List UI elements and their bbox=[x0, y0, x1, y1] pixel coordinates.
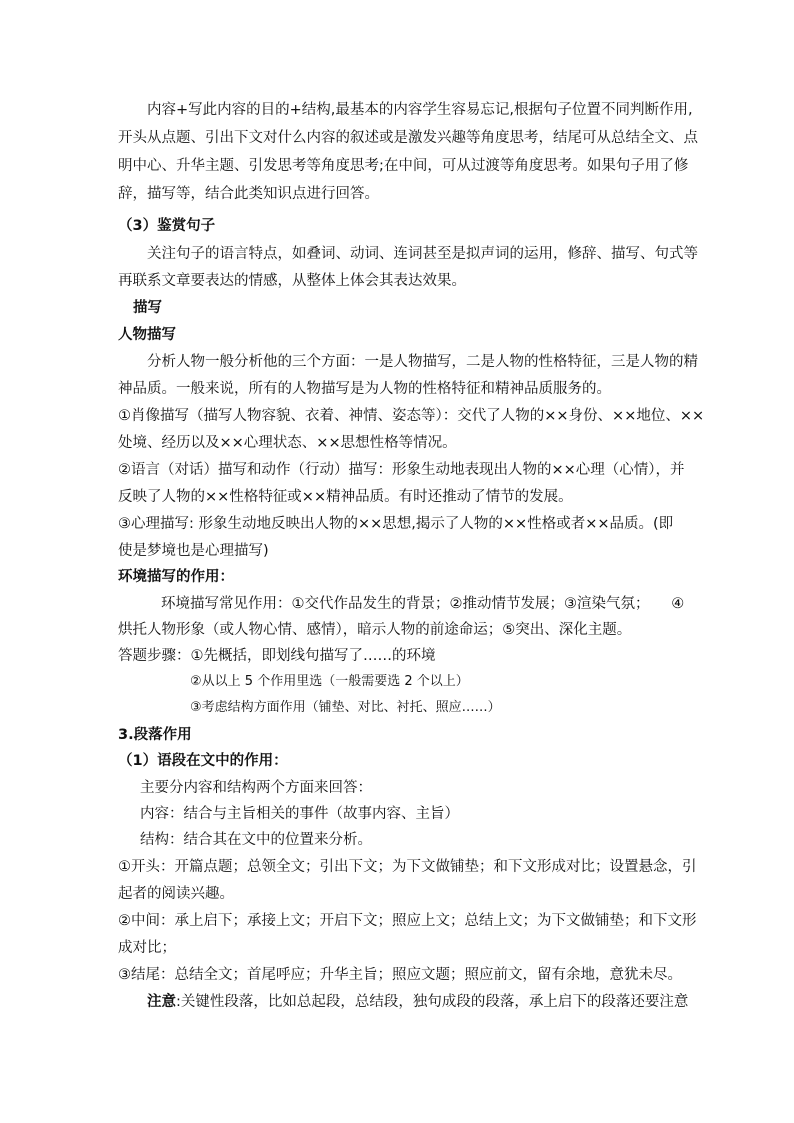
section-heading: 环境描写的作用： bbox=[118, 569, 234, 585]
text-line: ②从以上 5 个作用里选（一般需要选 2 个以上） bbox=[190, 674, 469, 689]
text-line: 分析人物一般分析他的三个方面：一是人物描写，二是人物的性格特征，三是人物的精 bbox=[147, 354, 698, 370]
text-line: 起者的阅读兴趣。 bbox=[118, 886, 234, 902]
text-line: ③考虑结构方面作用（铺垫、对比、衬托、照应……） bbox=[190, 700, 501, 715]
section-heading: 3.段落作用 bbox=[118, 727, 192, 743]
text-line: 反映了人物的××性格特征或××精神品质。有时还推动了情节的发展。 bbox=[118, 489, 573, 505]
text-line: 明中心、升华主题、引发思考等角度思考;在中间，可从过渡等角度思考。如果句子用了修 bbox=[118, 158, 689, 174]
text-line: 结构：结合其在文中的位置来分析。 bbox=[140, 832, 372, 848]
text-line: ②语言（对话）描写和动作（行动）描写：形象生动地表现出人物的××心理（心情），并 bbox=[118, 462, 685, 478]
text-line: 内容：结合与主旨相关的事件（故事内容、主旨） bbox=[140, 806, 459, 822]
section-heading: 描写 bbox=[133, 300, 162, 316]
text-line: ③结尾：总结全文；首尾呼应；升华主旨；照应文题；照应前文，留有余地，意犹未尽。 bbox=[118, 967, 682, 983]
section-heading: 人物描写 bbox=[118, 327, 176, 343]
note-text: 关键性段落，比如总起段，总结段，独句成段的段落，承上启下的段落还要注意 bbox=[180, 994, 689, 1010]
text-line: 内容+写此内容的目的+结构,最基本的内容学生容易忘记,根据句子位置不同判断作用, bbox=[147, 102, 693, 118]
note-colon: : bbox=[176, 994, 181, 1010]
text-line: 环境描写常见作用：①交代作品发生的背景；②推动情节发展；③渲染气氛； ④ bbox=[161, 596, 685, 612]
text-line: 使是梦境也是心理描写) bbox=[118, 543, 269, 559]
note-line bbox=[147, 993, 688, 1011]
text-line: 成对比； bbox=[118, 940, 176, 956]
text-line: 答题步骤：①先概括，即划线句描写了……的环境 bbox=[118, 648, 436, 664]
text-line: ①肖像描写（描写人物容貌、衣着、神情、姿态等）：交代了人物的××身份、××地位、×× bbox=[118, 408, 705, 424]
text-line: 烘托人物形象（或人物心情、感情），暗示人物的前途命运；⑤突出、深化主题。 bbox=[118, 622, 632, 638]
text-line: 神品质。一般来说，所有的人物描写是为人物的性格特征和精神品质服务的。 bbox=[118, 381, 611, 397]
text-line: ③心理描写: 形象生动地反映出人物的××思想,揭示了人物的××性格或者××品质。(即 bbox=[118, 516, 674, 532]
text-line: 开头从点题、引出下文对什么内容的叙述或是激发兴趣等角度思考，结尾可从总结全文、点 bbox=[118, 130, 698, 146]
text-line: ①开头：开篇点题；总领全文；引出下文；为下文做铺垫；和下文形成对比；设置悬念，引 bbox=[118, 859, 697, 875]
text-line: 关注句子的语言特点，如叠词、动词、连词甚至是拟声词的运用，修辞、描写、句式等 bbox=[147, 246, 698, 262]
text-line: 处境、经历以及××心理状态、××思想性格等情况。 bbox=[118, 435, 457, 451]
text-line: 主要分内容和结构两个方面来回答： bbox=[140, 780, 372, 796]
text-line: ②中间：承上启下；承接上文；开启下文；照应上文；总结上文；为下文做铺垫；和下文形 bbox=[118, 913, 697, 929]
section-heading: （3）鉴赏句子 bbox=[118, 218, 216, 234]
section-heading: （1）语段在文中的作用： bbox=[118, 753, 288, 769]
text-line: 辞，描写等，结合此类知识点进行回答。 bbox=[118, 186, 379, 202]
note-label: 注意 bbox=[147, 994, 176, 1010]
text-line: 再联系文章要表达的情感，从整体上体会其表达效果。 bbox=[118, 273, 466, 289]
